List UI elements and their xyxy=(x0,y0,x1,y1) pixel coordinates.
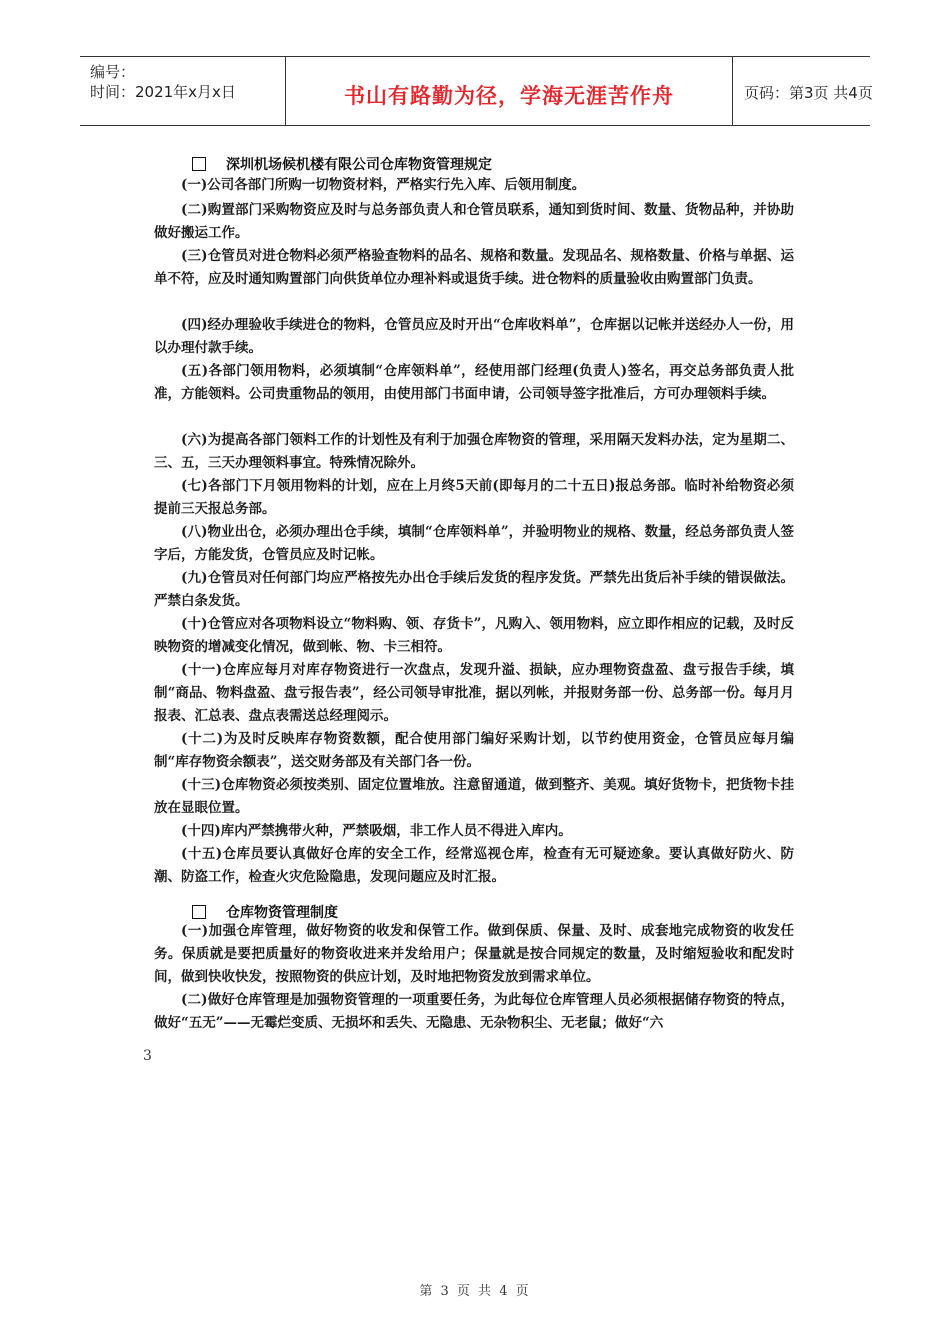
paragraph: (九)仓管员对任何部门均应严格按先办出仓手续后发货的程序发货。严禁先出货后补手续的错误做法。严禁白条发货。 xyxy=(154,570,794,609)
paragraph: (十二)为及时反映库存物资数额，配合使用部门编好采购计划，以节约使用资金，仓管员应每月编制“库存物资余额表”，送交财务部及有关部门各一份。 xyxy=(154,731,794,770)
paragraph: (一)加强仓库管理，做好物资的收发和保管工作。做到保质、保量、及时、成套地完成物资的收发任务。保质就是要把质量好的物资收进来并发给用户；保量就是按合同规定的数量，及时缩短验收和配发时间，做到快收快发，按照物资的供应计划，及时地把物资发放到需求单位。 xyxy=(154,923,794,985)
page-header xyxy=(80,56,873,126)
paragraph: (十四)库内严禁携带火种，严禁吸烟，非工作人员不得进入库内。 xyxy=(181,823,572,839)
paragraph: (二)做好仓库管理是加强物资管理的一项重要任务，为此每位仓库管理人员必须根据储存物资的特点，做好“五无”——无霉烂变质、无损坏和丢失、无隐患、无杂物积尘、无老鼠；做好“六 xyxy=(154,992,794,1031)
paragraph: (一)公司各部门所购一切物资材料，严格实行先入库、后领用制度。 xyxy=(181,177,586,193)
section-title xyxy=(192,902,338,922)
header-motto-cell xyxy=(285,57,733,125)
checkbox-icon xyxy=(192,905,206,919)
paragraph: (六)为提高各部门领料工作的计划性及有利于加强仓库物资的管理，采用隔天发料办法，定为星期二、三、五，三天办理领料事宜。特殊情况除外。 xyxy=(154,432,794,471)
paragraph: (十五)仓库员要认真做好仓库的安全工作，经常巡视仓库，检查有无可疑迹象。要认真做好防火、防潮、防盗工作，检查火灾危险隐患，发现问题应及时汇报。 xyxy=(154,846,794,885)
motto-text: 书山有路勤为径，学海无涯苦作舟 xyxy=(344,84,674,108)
header-page-cell xyxy=(732,57,873,125)
section-title-text: 深圳机场候机楼有限公司仓库物资管理规定 xyxy=(226,157,492,173)
paragraph: (十一)仓库应每月对库存物资进行一次盘点，发现升溢、损缺，应办理物资盘盈、盘亏报告手续，填制“商品、物料盘盈、盘亏报告表”，经公司领导审批准，据以列帐，并报财务部一份、总务部一份。每月月报表、汇总表、盘点表需送总经理阅示。 xyxy=(154,662,794,724)
checkbox-icon xyxy=(192,157,206,171)
serial-label: 编号： xyxy=(90,63,136,81)
paragraph: (四)经办理验收手续进仓的物料，仓管员应及时开出“仓库收料单”，仓库据以记帐并送经办人一份，用以办理付款手续。 xyxy=(154,317,794,356)
paragraph: (七)各部门下月领用物料的计划，应在上月终5天前(即每月的二十五日)报总务部。临时补给物资必须提前三天报总务部。 xyxy=(154,478,794,517)
time-label: 时间：2021年x月x日 xyxy=(90,83,236,101)
page-footer: 第 3 页 共 4 页 xyxy=(419,1284,531,1299)
page-code: 页码：第3页 共4页 xyxy=(744,84,873,102)
section-title xyxy=(192,154,492,174)
paragraph: (五)各部门领用物料，必须填制“仓库领料单”，经使用部门经理(负责人)签名，再交总务部负责人批准，方能领料。公司贵重物品的领用，由使用部门书面申请，公司领导签字批准后，方可办理领料手续。 xyxy=(154,363,794,402)
paragraph: (十)仓管应对各项物料设立“物料购、领、存货卡”，凡购入、领用物料，应立即作相应的记载，及时反映物资的增减变化情况，做到帐、物、卡三相符。 xyxy=(154,616,794,655)
paragraph: (三)仓管员对进仓物料必须严格验查物料的品名、规格和数量。发现品名、规格数量、价格与单据、运单不符，应及时通知购置部门向供货单位办理补料或退货手续。进仓物料的质量验收由购置部门负责。 xyxy=(154,248,794,287)
page-number-left: 3 xyxy=(143,1048,152,1064)
paragraph: (八)物业出仓，必须办理出仓手续，填制“仓库领料单”，并验明物业的规格、数量，经总务部负责人签字后，方能发货，仓管员应及时记帐。 xyxy=(154,524,794,563)
section-title-text: 仓库物资管理制度 xyxy=(226,905,338,921)
paragraph: (十三)仓库物资必须按类别、固定位置堆放。注意留通道，做到整齐、美观。填好货物卡，把货物卡挂放在显眼位置。 xyxy=(154,777,794,816)
paragraph: (二)购置部门采购物资应及时与总务部负责人和仓管员联系，通知到货时间、数量、货物品种，并协助做好搬运工作。 xyxy=(154,202,794,241)
header-meta-cell xyxy=(80,57,285,125)
